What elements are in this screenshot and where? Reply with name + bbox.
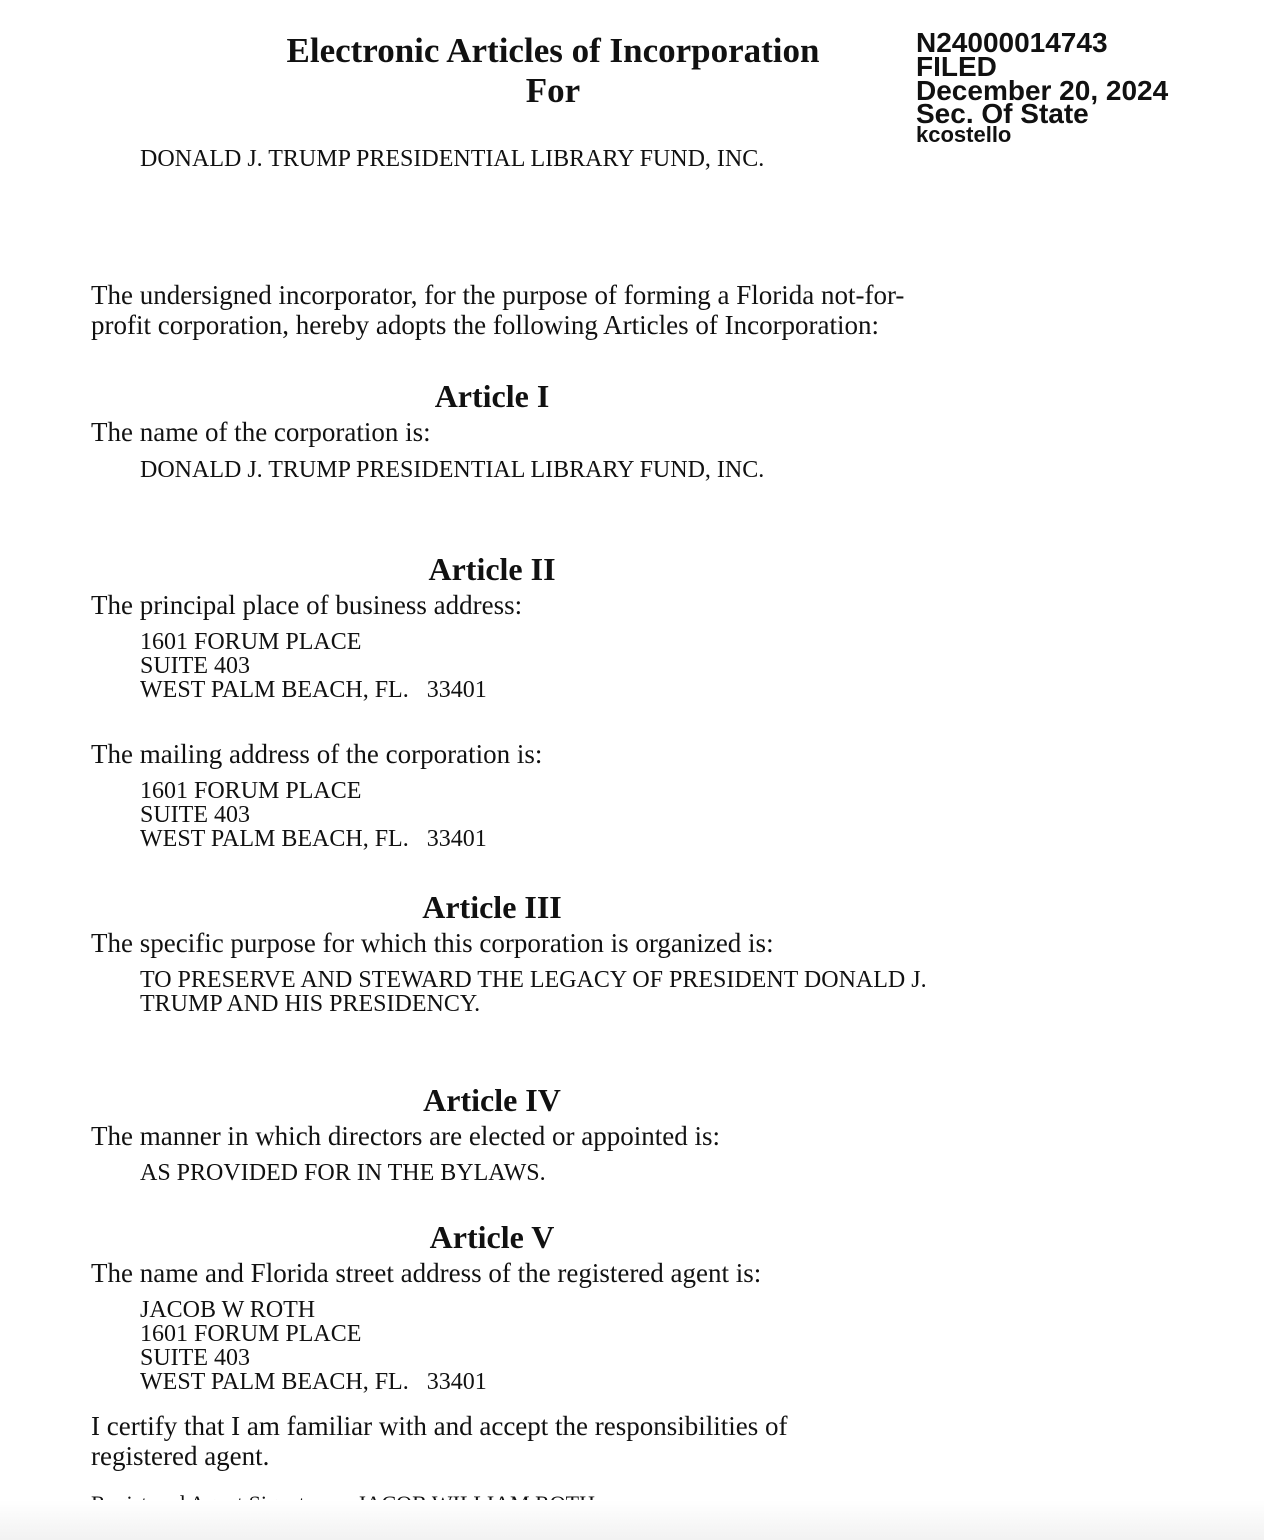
certify-line-1: I certify that I am familiar with and accept the responsibilities of xyxy=(91,1411,788,1441)
principal-address-label: The principal place of business address: xyxy=(91,590,523,620)
article-1-label: The name of the corporation is: xyxy=(91,417,431,447)
article-1-value: DONALD J. TRUMP PRESIDENTIAL LIBRARY FUND, INC. xyxy=(140,457,765,483)
filing-office: Sec. Of State xyxy=(916,98,1089,129)
corporation-name: DONALD J. TRUMP PRESIDENTIAL LIBRARY FUND, INC. xyxy=(140,146,765,172)
article-3-heading: Article III xyxy=(422,889,562,925)
article-3-label: The specific purpose for which this corporation is organized is: xyxy=(91,928,774,958)
principal-address-line: WEST PALM BEACH, FL. 33401 xyxy=(140,677,487,703)
filed-date: December 20, 2024 xyxy=(916,75,1169,106)
mailing-address-line: WEST PALM BEACH, FL. 33401 xyxy=(140,826,487,852)
article-5-label: The name and Florida street address of the registered agent is: xyxy=(91,1258,762,1288)
agent-line: SUITE 403 xyxy=(140,1345,250,1371)
mailing-address-label: The mailing address of the corporation is: xyxy=(91,739,543,769)
page-bottom-shade xyxy=(0,1500,1264,1540)
article-4-value: AS PROVIDED FOR IN THE BYLAWS. xyxy=(140,1160,546,1186)
article-4-label: The manner in which directors are elected or appointed is: xyxy=(91,1121,721,1151)
certify-line-2: registered agent. xyxy=(91,1441,270,1471)
filed-status: FILED xyxy=(916,51,997,82)
agent-line: 1601 FORUM PLACE xyxy=(140,1321,362,1347)
document-title: Electronic Articles of Incorporation xyxy=(286,31,820,70)
agent-line: JACOB W ROTH xyxy=(140,1297,316,1323)
mailing-address-line: SUITE 403 xyxy=(140,802,250,828)
article-5-heading: Article V xyxy=(429,1219,555,1255)
document-number: N24000014743 xyxy=(916,27,1108,58)
mailing-address-line: 1601 FORUM PLACE xyxy=(140,778,362,804)
purpose-line: TRUMP AND HIS PRESIDENCY. xyxy=(140,991,481,1017)
intro-line-1: The undersigned incorporator, for the purpose of forming a Florida not-for- xyxy=(91,280,905,310)
article-2-heading: Article II xyxy=(428,551,556,587)
article-1-heading: Article I xyxy=(434,378,550,414)
document-title-for: For xyxy=(525,71,581,110)
clerk-name: kcostello xyxy=(916,122,1012,147)
agent-line: WEST PALM BEACH, FL. 33401 xyxy=(140,1369,487,1395)
principal-address-line: 1601 FORUM PLACE xyxy=(140,629,362,655)
intro-line-2: profit corporation, hereby adopts the following Articles of Incorporation: xyxy=(91,310,880,340)
principal-address-line: SUITE 403 xyxy=(140,653,250,679)
purpose-line: TO PRESERVE AND STEWARD THE LEGACY OF PRESIDENT DONALD J. xyxy=(140,967,927,993)
article-4-heading: Article IV xyxy=(423,1082,561,1118)
